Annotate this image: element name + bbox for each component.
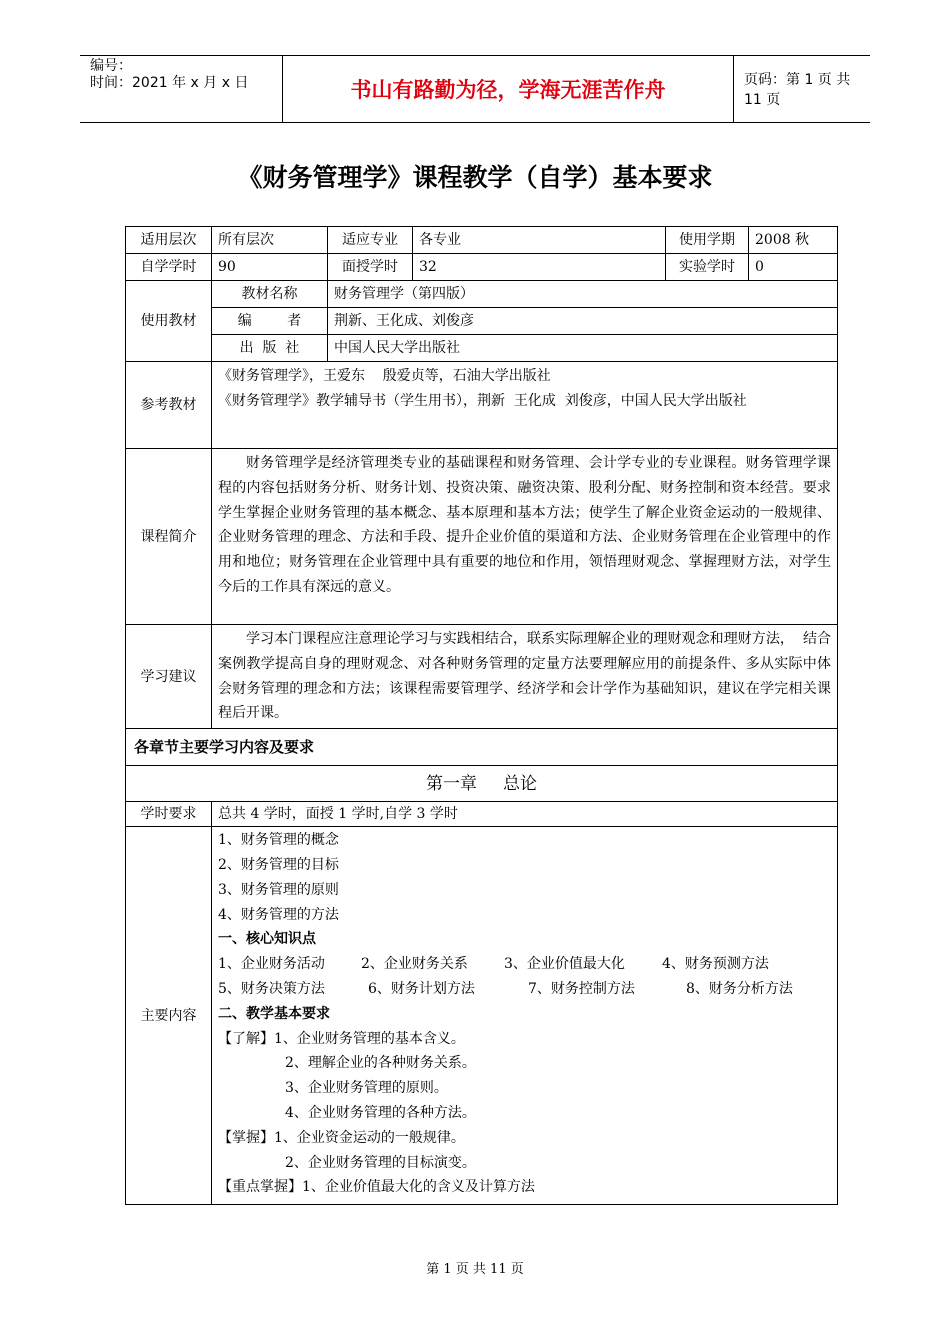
chapter-content-row [126, 827, 838, 1205]
topic-item: 1、财务管理的概念 [218, 832, 339, 849]
core-point: 7、财务控制方法 [528, 980, 635, 997]
advice-row [126, 625, 838, 729]
key-label: 【重点掌握】 [218, 1179, 302, 1196]
header-page-info: 页码：第 1 页 共 11 页 [744, 72, 851, 108]
header-motto: 书山有路勤为径，学海无涯苦作舟 [282, 56, 734, 122]
info-row-2 [126, 254, 838, 281]
key-item [218, 1175, 831, 1200]
intro-text: 财务管理学是经济管理类专业的基础课程和财务管理、会计学专业的专业课程。财务管理学课程的内容包括财务分析、财务计划、投资决策、融资决策、股利分配、财务控制和资本经营。要求学生掌握企业财务管理的基本概念、基本原理和基本方法；使学生了解企业资金运动的一般规律、企业财务管理的理念、方法和手段、提升企业价值的渠道和方法、企业财务管理在企业管理中的作用和地位；财务管理在企业管理中具有重要的地位和作用，领悟理财观念、掌握理财方法，对学生今后的工作具有深远的意义。 [212, 449, 838, 625]
level-value: 所有层次 [212, 227, 328, 254]
key-text: 1、企业价值最大化的含义及计算方法 [302, 1179, 535, 1196]
info-row-1 [126, 227, 838, 254]
textbook-editor-label: 编 者 [212, 308, 328, 335]
chapter-name: 总论 [503, 773, 537, 794]
textbook-publisher-value: 中国人民大学出版社 [328, 335, 838, 362]
section-title-row [126, 729, 838, 766]
core-point: 3、企业价值最大化 [504, 956, 625, 973]
core-points-line-2 [218, 977, 831, 1002]
understand-item: 2、理解企业的各种财务关系。 [285, 1055, 476, 1072]
lab-hours-value: 0 [749, 254, 838, 281]
topic-item: 2、财务管理的目标 [218, 856, 339, 873]
lab-hours-label: 实验学时 [666, 254, 749, 281]
requirements-title: 二、教学基本要求 [218, 1005, 330, 1022]
chapter-title [126, 766, 838, 802]
chapter-content [212, 827, 838, 1205]
master-item: 2、企业财务管理的目标演变。 [285, 1154, 476, 1171]
intro-label: 课程简介 [126, 449, 212, 625]
level-label: 适用层次 [126, 227, 212, 254]
self-hours-label: 自学学时 [126, 254, 212, 281]
term-value: 2008 秋 [749, 227, 838, 254]
textbook-publisher-label: 出 版 社 [212, 335, 328, 362]
reference-content [212, 362, 838, 449]
section-title: 各章节主要学习内容及要求 [126, 729, 838, 766]
page-header [80, 55, 870, 123]
textbook-editor-value: 荆新、王化成、刘俊彦 [328, 308, 838, 335]
reference-line-1: 《财务管理学》，王爱东 殷爱贞等，石油大学出版社 [218, 368, 551, 384]
chapter-hours-row [126, 802, 838, 827]
reference-label: 参考教材 [126, 362, 212, 449]
core-point: 4、财务预测方法 [662, 956, 769, 973]
advice-label: 学习建议 [126, 625, 212, 729]
topic-item: 4、财务管理的方法 [218, 906, 339, 923]
document-time: 时间：2021 年 x 月 x 日 [90, 75, 249, 91]
understand-item: 3、企业财务管理的原则。 [285, 1080, 448, 1097]
core-points-line-1 [218, 952, 831, 977]
understand-item [218, 1027, 831, 1052]
document-title: 《财务管理学》课程教学（自学）基本要求 [237, 163, 713, 192]
understand-item: 4、企业财务管理的各种方法。 [285, 1104, 476, 1121]
chapter-hours-label: 学时要求 [126, 802, 212, 827]
lecture-hours-label: 面授学时 [328, 254, 413, 281]
textbook-label: 使用教材 [126, 281, 212, 362]
core-point: 2、企业财务关系 [361, 956, 468, 973]
understand-label: 【了解】 [218, 1030, 274, 1047]
master-text: 1、企业资金运动的一般规律。 [274, 1129, 465, 1146]
major-label: 适应专业 [328, 227, 413, 254]
master-item [218, 1126, 831, 1151]
term-label: 使用学期 [666, 227, 749, 254]
reference-row [126, 362, 838, 449]
major-value: 各专业 [413, 227, 666, 254]
core-point: 6、财务计划方法 [368, 980, 475, 997]
header-meta [80, 56, 282, 122]
textbook-row-name [126, 281, 838, 308]
course-requirements-table [125, 226, 838, 1205]
topic-item: 3、财务管理的原则 [218, 881, 339, 898]
core-point: 8、财务分析方法 [686, 980, 793, 997]
textbook-row-publisher [126, 335, 838, 362]
core-points-title: 一、核心知识点 [218, 931, 316, 948]
document-number-label: 编号： [90, 58, 132, 74]
understand-text: 1、企业财务管理的基本含义。 [274, 1030, 465, 1047]
advice-text: 学习本门课程应注意理论学习与实践相结合，联系实际理解企业的理财观念和理财方法， 结合案例教学提高自身的理财观念、对各种财务管理的定量方法要理解应用的前提条件、多从实际中体会财务管理的理念和方法；该课程需要管理学、经济学和会计学作为基础知识，建议在学完相关课程后开课。 [212, 625, 838, 729]
core-point: 5、财务决策方法 [218, 980, 325, 997]
textbook-name-value: 财务管理学（第四版） [328, 281, 838, 308]
textbook-row-editor [126, 308, 838, 335]
chapter-number: 第一章 [426, 773, 477, 794]
chapter-content-label: 主要内容 [126, 827, 212, 1205]
chapter-hours-value: 总共 4 学时，面授 1 学时,自学 3 学时 [212, 802, 838, 827]
self-hours-value: 90 [212, 254, 328, 281]
core-point: 1、企业财务活动 [218, 956, 325, 973]
lecture-hours-value: 32 [413, 254, 666, 281]
textbook-name-label: 教材名称 [212, 281, 328, 308]
page-footer: 第 1 页 共 11 页 [426, 1262, 524, 1277]
intro-row [126, 449, 838, 625]
reference-line-2: 《财务管理学》教学辅导书（学生用书），荆新 王化成 刘俊彦，中国人民大学出版社 [218, 392, 747, 409]
chapter-title-row [126, 766, 838, 802]
master-label: 【掌握】 [218, 1129, 274, 1146]
